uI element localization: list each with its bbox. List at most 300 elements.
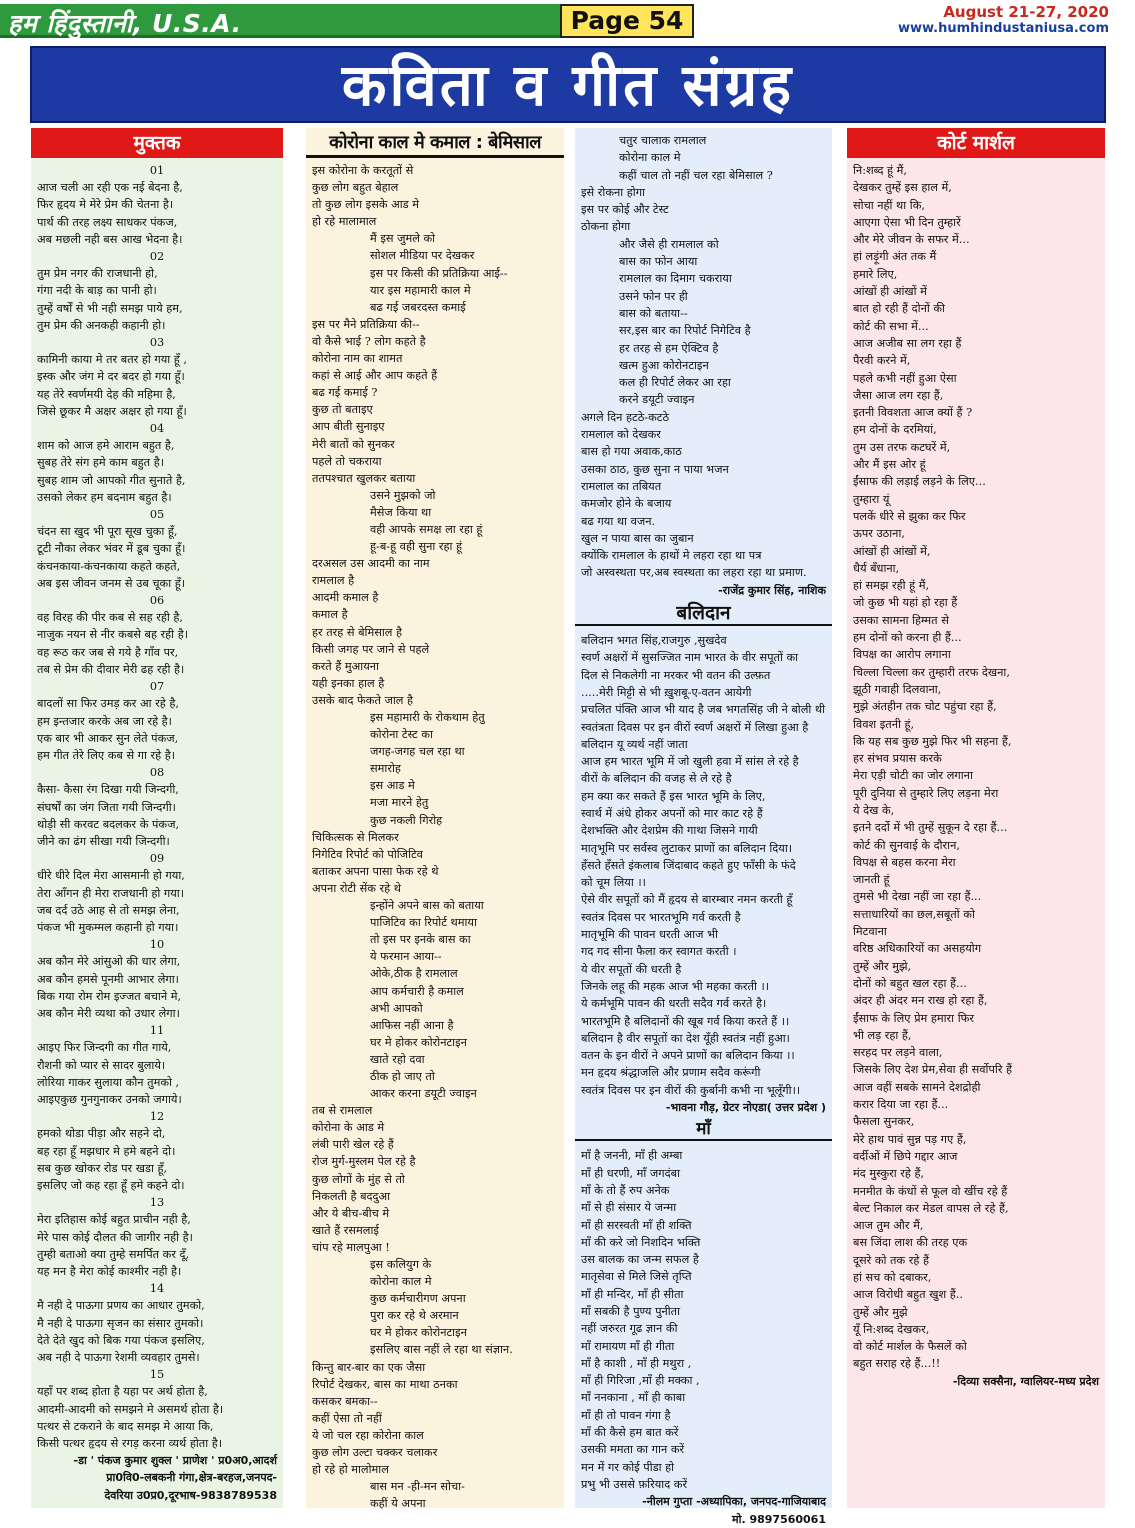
poem-line: यह तेरे स्वर्णमयी देह की महिमा है, (37, 387, 176, 401)
poem-line: सर,इस बार का रिपोर्ट निगेटिव है (619, 324, 751, 338)
poem-line: सुबह तेरे संग हमे काम बहुत है। (37, 456, 164, 470)
poem-line: बास हो गया अवाक,काठ (581, 445, 682, 459)
poem-line: पहले कभी नहीं हुआ ऐसा (853, 371, 957, 385)
poem-line: रामलाल का तबियत (581, 479, 662, 493)
poem-line: प्रभु भी उससे फ़रियाद करें (581, 1477, 688, 1491)
poem-line: हर तरह से हम ऐक्टिव है (619, 341, 719, 355)
poem-line: अपना रोटी सेंक रहे थे (312, 881, 401, 895)
page-number: Page 54 (560, 4, 694, 38)
verse-number: 07 (149, 680, 165, 694)
poem-line: मिटवाना (853, 925, 887, 939)
poem-line: जिसे छूकर मै अक्षर अक्षर हो गया हूँ। (37, 404, 187, 418)
poem-line: वीरों के बलिदान की वजह से ले रहे है (581, 772, 732, 786)
poem-line: तब से रामलाल (312, 1104, 373, 1118)
poem-line: बढ गई कमाई ? (312, 386, 378, 400)
poem-line: और जैसे ही रामलाल को (619, 237, 719, 251)
poem-line: कामिनी काया मे तर बतर हो गया हूँ , (37, 353, 187, 367)
poem-line: पाजिटिव का रिपोर्ट थमाया (370, 916, 477, 930)
column-corona (306, 128, 564, 1511)
poem-line: इस कोरोना के करतूतों से (312, 164, 414, 177)
poem-line: माँ ननकाना , माँ ही काबा (581, 1391, 686, 1405)
poem-line: रौशनी को प्यार से सादर बुलाये। (37, 1058, 166, 1072)
verse-number: 11 (149, 1024, 165, 1038)
author-credit: मो. 9897560061 (732, 1512, 826, 1526)
poem-line: मेरी बातों को सुनकर (312, 437, 395, 451)
poem-line: जगह-जगह चल रहा था (370, 745, 465, 759)
poem-line: ये देख के, (853, 803, 895, 817)
poem-line: जैसा आज लग रहा हैं, (853, 388, 944, 402)
poem-line: सुबह शाम जो आपको गीत सुनाते है, (37, 473, 186, 487)
poem-line: बात हो रही हैं दोनों की (853, 302, 945, 316)
poem-line: बलिदान है वीर सपूतों का देश यूँही स्वतंत्र नहीं हुआ। (581, 1031, 790, 1045)
verse-number: 09 (149, 852, 165, 866)
section-banner (30, 46, 1106, 123)
poem-line: धीरे धीरे दिल मेरा आसमानी हो गया, (37, 869, 185, 883)
poem-line: और मेरे जीवन के सफर में... (853, 233, 970, 247)
poem-line: मेरे हाथ पावं सुन्न पड़ गए हैं, (853, 1132, 967, 1146)
poem-line: सोशल मीडिया पर देखकर (370, 249, 475, 263)
poem-line: यहाँ पर शब्द होता है यहा पर अर्थ होता है, (37, 1385, 208, 1399)
poem-line: ये वीर सपूतों की धरती है (581, 962, 682, 976)
poem-line: ठोकना होगा (581, 220, 631, 234)
verse-number: 08 (149, 766, 165, 780)
poem-line: यह मन है मेरा कोई काश्मीर नही है। (37, 1265, 182, 1278)
poem-line: आकर करना डयूटी ज्वाइन (370, 1087, 477, 1101)
poem-line: अब मछली नही बस आख भेदना है। (37, 232, 183, 246)
section-title-balidan: बलिदान (575, 602, 832, 626)
poem-line: रोज मुर्ग-मुस्लम पेल रहे है (312, 1155, 416, 1169)
poem-line: आप कर्मचारी है कमाल (370, 984, 464, 998)
poem-line: हर संभव प्रयास करके (853, 752, 942, 766)
poem-line: स्वार्थ में अंधे होकर अपनों को मार काट रहे हैं (581, 806, 763, 820)
poem-line: तुम्हें वर्षों से भी नही समझ पाये हम, (37, 301, 183, 315)
poem-line: वो कैसे भाई ? लोग कहते है (312, 334, 426, 348)
poem-line: फिर हृदय मे मेरे प्रेम की चेतना है। (37, 198, 174, 212)
poem-line: उस बालक का जन्म सफल है (581, 1253, 699, 1267)
banner-title: कविता व गीत संग्रह (341, 51, 795, 119)
poem-line: माँ से ही संसार ये जन्मा (581, 1201, 677, 1215)
poem-line: मन में गर कोई पीडा हो (581, 1460, 675, 1474)
poem-line: जब दर्द उठे आह से तो समझ लेना, (37, 903, 180, 917)
poem-line: मै नही दे पाऊगा सृजन का संसार तुमको। (37, 1316, 204, 1330)
poem-line: ततपश्चात खुलकर बताया (312, 471, 416, 485)
poem-line: स्वतंत्र दिवस पर इन वीरों की कुर्बानी कभी ना भूलूँगी।। (581, 1083, 801, 1097)
poem-line: माँ है काशी , माँ ही मथुरा , (581, 1356, 692, 1370)
poem-line: तुम्ही बताओ क्या तुम्हे समर्पित कर दूँ, (37, 1247, 190, 1261)
poem-line: पलकें धीरे से झुका कर फिर (853, 509, 966, 523)
poem-line: जीने का ढंग सीखा गयी जिन्दगी। (37, 834, 170, 848)
poem-line: ये जो चल रहा कोरोना काल (312, 1428, 424, 1442)
poem-line: गद गद सीना फैला कर स्वागत करती । (581, 945, 737, 959)
poem-line: धैर्य बँधाना, (853, 561, 900, 575)
poem-line: मन हृदय श्रंद्धाजलि और प्रणाम सदैव करूंगी (581, 1066, 761, 1080)
poem-line: तुम प्रेम नगर की राजधानी हो, (37, 267, 158, 281)
poem-line: जो अस्वस्थता पर,अब स्वस्थता का लहरा रहा था प्रमाण. (581, 566, 807, 580)
verse-number: 14 (149, 1282, 165, 1296)
poem-line: पुरा कर रहे थे अरमान (370, 1309, 459, 1323)
poem-line: जिसके लिए देश प्रेम,सेवा ही सर्वोपरि हैं (853, 1063, 1013, 1077)
poem-line: हां समझ रही हूं मैं, (853, 579, 930, 593)
poem-line: मातृभूमि की पावन धरती आज भी (581, 928, 718, 942)
poem-line: पूरी दुनिया से तुम्हारे लिए लड़ना मेरा (853, 786, 999, 800)
poem-line: फैसला सुनकर, (853, 1115, 915, 1129)
author-credit: प्रा0वि0-लबकनी गंगा,क्षेत्र-बरहज,जनपद- (106, 1471, 277, 1485)
poem-line: लंबी पारी खेल रहे हैं (312, 1138, 394, 1152)
poem-line: बहुत सराह रहे हैं...!! (853, 1357, 941, 1371)
poem-line: कोरोना के आड मे (312, 1121, 385, 1135)
poem-line: कोर्ट की सभा में... (853, 319, 929, 333)
poem-line: दोनों को बहुत खल रहा हैं... (853, 976, 967, 990)
poem-lines-corona-continued (575, 128, 832, 599)
poem-line: हम क्या कर सकते हैं इस भारत भूमि के लिए, (581, 789, 766, 803)
poem-line: यही इनका हाल है (312, 676, 385, 690)
poem-line: वही आपके समक्ष ला रहा हूं (370, 522, 483, 536)
poem-line: किसी जगह पर जाने से पहले (312, 642, 430, 656)
poem-line: माँ की कैसे हम बात करें (581, 1426, 679, 1440)
poem-lines-maa (575, 1143, 832, 1528)
poem-line: जिनके लहू की महक आज भी महका करती ।। (581, 979, 770, 993)
poem-line: यार इस महामारी काल मे (370, 283, 471, 297)
poem-line: हां सच को दबाकर, (853, 1271, 932, 1284)
poem-lines-court-martial (847, 158, 1105, 1390)
poem-line: कहां से आई और आप कहते हैं (312, 369, 438, 383)
poem-line: वरिष्ठ अधिकारियों का असहयोग (853, 942, 982, 956)
poem-line: पत्थर से टकराने के बाद समझ मे आया कि, (37, 1419, 214, 1433)
poem-line: क्योंकि रामलाल के हाथों मे लहरा रहा था पत्र (581, 549, 762, 563)
poem-line: हम इन्तजार करके अब जा रहे है। (37, 714, 172, 728)
poem-line: भी लड़ रहा हैं, (853, 1028, 912, 1042)
poem-line: भारतभूमि है बलिदानों की खूब गर्व किया करते हैं ।। (581, 1014, 790, 1028)
poem-line: आदमी कमाल है (312, 591, 379, 605)
poem-line: बास को बताया-- (619, 306, 688, 320)
poem-line: सोचा नहीं था कि, (853, 198, 925, 212)
poem-line: खुल न पाया बास का जुबान (581, 531, 694, 545)
poem-line: अंदर ही अंदर मन राख हो रहा हैं, (853, 994, 988, 1008)
poem-line: कुछ नकली गिरोह (370, 813, 443, 827)
poem-line: उसकी ममता का गान करें (581, 1443, 685, 1457)
poem-line: कोरोना टेस्ट का (370, 728, 433, 742)
author-credit: -डा ' पंकज कुमार शुक्ल ' प्राणेश ' प्र0अ0,आदर्श (73, 1454, 277, 1468)
poem-line: किन्तु बार-बार का एक जैसा (312, 1360, 426, 1374)
author-credit: -दिव्या सक्सैना, ग्वालियर-मध्य प्रदेश (952, 1374, 1099, 1388)
poem-line: रामलाल है (312, 574, 355, 588)
poem-line: मातृसेवा से मिले जिसे तृप्ति (581, 1270, 692, 1284)
column-heading-corona: कोरोना काल मे कमाल : बेमिसाल (306, 128, 564, 158)
poem-line: खाते रहो दवा (370, 1052, 425, 1066)
poem-line: तुम्हारा यूं (853, 492, 890, 506)
poem-line: घर मे होकर कोरोनटाइन (370, 1326, 467, 1340)
poem-line: यूँ नि:शब्द देखकर, (853, 1322, 930, 1336)
poem-line: इस्क और जंग मे दर बदर हो गया हूँ। (37, 370, 185, 384)
poem-line: बढ गया था वजन. (581, 514, 656, 528)
poem-line: स्वतंत्र दिवस पर भारतभूमि गर्व करती है (581, 910, 741, 924)
poem-line: हां लड़ूंगी अंत तक मैं (853, 250, 937, 264)
poem-line: पंकज भी मुकम्मल कहानी हो गया। (37, 920, 179, 934)
poem-line: जो कुछ भी यहां हो रहा हैं (853, 596, 958, 610)
poem-line: चिकित्सक से मिलकर (312, 830, 399, 844)
poem-line: तब से प्रेम की दीवार मेरी ढह रही है। (37, 662, 185, 676)
poem-line: वतन के इन वीरों ने अपने प्राणों का बलिदान किया ।। (581, 1049, 795, 1063)
poem-line: हमको थोडा पीड़ा और सहने दो, (37, 1127, 166, 1141)
poem-line: .....मेरी मिट्टी से भी ख़ुशबू-ए-वतन आयेगी (581, 685, 752, 699)
poem-lines-muktak (31, 158, 283, 1504)
poem-line: कमाल है (312, 608, 348, 622)
poem-line: दिल से निकलेगी ना मरकर भी वतन की उल्फ़त (581, 668, 771, 682)
poem-line: और मैं इस ओर हूं (853, 458, 926, 472)
poem-line: अभी आपको (370, 1001, 423, 1015)
poem-line: खाते हैं रसमलाई (312, 1223, 379, 1237)
author-credit: -नीलम गुप्ता -अध्यापिका, जनपद-गाजियाबाद (642, 1495, 826, 1509)
column-muktak (31, 128, 283, 1508)
poem-line: वह रूठ कर जब से गये है गाँव पर, (37, 645, 179, 659)
poem-line: हँसते हँसते इंकलाब जिंदाबाद कहते हुए फाँसी के फंदे (581, 858, 796, 872)
poem-line: ईंसाफ की लड़ाई लड़ने के लिए... (853, 475, 986, 489)
poem-line: बादलों सा फिर उमड़ कर आ रहे है, (37, 697, 179, 711)
poem-line: कुछ लोग बहुत बेहाल (312, 181, 399, 195)
poem-line: कैसा- कैसा रंग दिखा गयी जिन्दगी, (37, 783, 179, 797)
verse-number: 15 (149, 1368, 165, 1382)
poem-line: टूटी नौका लेकर भंवर में डूब चुका हूँ। (37, 542, 186, 556)
poem-line: नि:शब्द हूं मैं, (853, 164, 907, 177)
poem-line: कमजोर होने के बजाय (581, 497, 672, 511)
poem-line: नाजुक नयन से नीर कबसे बह रही है। (37, 628, 188, 642)
poem-line: मैं इस जुमले को (370, 232, 436, 246)
poem-line: ईंसाफ के लिए प्रेम हमारा फिर (853, 1011, 974, 1025)
poem-line: मजा मारने हेतु (370, 796, 429, 810)
poem-line: आज चली आ रही एक नई बेदना है, (37, 181, 183, 195)
poem-line: उसका सामना हिम्मत से (853, 613, 949, 627)
poem-line: खत्म हुआ कोरोनटाइन (619, 358, 709, 372)
poem-line: इस पर किसी की प्रतिक्रिया आई-- (370, 266, 508, 280)
poem-line: अब इस जीवन जनम से उब चूका हूँ। (37, 576, 186, 590)
poem-line: इस कलियुग के (370, 1258, 432, 1271)
poem-line: आज तुम और मैं, (853, 1219, 924, 1233)
poem-line: बलिदान यू व्यर्थ नहीं जाता (581, 737, 688, 751)
poem-line: रामलाल को देखकर (581, 428, 661, 442)
poem-line: आंखों ही आंखों में (853, 285, 927, 299)
verse-number: 12 (149, 1110, 165, 1124)
poem-line: माँ के तो हैं रुप अनेक (581, 1183, 670, 1197)
poem-line: कसकर बमका-- (312, 1394, 378, 1408)
column-continued (575, 128, 832, 1526)
poem-lines-corona (306, 158, 564, 1512)
newspaper-name: हम हिंदुस्तानी, U.S.A. (8, 9, 242, 38)
poem-line: इस पर मैने प्रतिक्रिया की-- (312, 317, 420, 331)
poem-line: स्वतंत्रता दिवस पर इन वीरों स्वर्ण अक्षरों में लिखा हुआ है (581, 720, 809, 734)
poem-line: मंद मुस्कुरा रहे हैं, (853, 1167, 925, 1181)
poem-line: सत्ताधारियों का छल,सबूतों को (853, 907, 975, 921)
poem-line: चतुर चालाक रामलाल (619, 134, 707, 147)
poem-line: को चूम लिया ।। (581, 876, 646, 890)
poem-line: कोर्ट की सुनवाई के दौरान, (853, 838, 960, 852)
website-link[interactable]: www.humhindustaniusa.com (897, 21, 1109, 36)
poem-line: करने डयूटी ज्वाइन (619, 393, 695, 407)
poem-line: हम दोनों के दरमियां, (853, 423, 937, 437)
poem-line: करते हैं मुआयना (312, 659, 379, 673)
poem-line: इस आड मे (370, 779, 415, 793)
poem-line: अब नही दे पाऊगा रेशमी व्यवहार तुमसे। (37, 1351, 200, 1365)
poem-line: कोरोना काल मे (619, 151, 681, 165)
poem-line: इस पर कोई और टेस्ट (581, 203, 669, 217)
poem-line: आज अजीब सा लग रहा हैं (853, 336, 962, 350)
poem-line: बस जिंदा लाश की तरह एक (853, 1236, 968, 1250)
poem-line: हर तरह से बेमिसाल है (312, 625, 403, 639)
poem-line: ऐसे वीर सपूतों को मैं हृदय से बारम्बार नमन करती हूँ (581, 893, 793, 907)
poem-line: वर्दीओं में छिपे गद्दार आज (853, 1149, 958, 1163)
poem-line: इस महामारी के रोकथाम हेतु (370, 711, 485, 724)
column-heading-muktak: मुक्तक (31, 128, 283, 158)
poem-line: गंगा नदी के बाड़ का पानी हो। (37, 284, 157, 298)
poem-line: एक बार भी आकर सुन लेते पंकज, (37, 731, 179, 745)
poem-line: माँ ही धरणी, माँ जगदंबा (581, 1166, 681, 1180)
masthead (0, 0, 1135, 44)
poem-line: विपक्ष से बहस करना मेरा (853, 855, 956, 869)
poem-line: कल ही रिपोर्ट लेकर आ रहा (619, 376, 731, 390)
poem-line: कोरोना नाम का शामत (312, 352, 403, 366)
poem-line: मातृभूमि पर सर्वस्व लुटाकर प्राणों का बलिदान दिया। (581, 841, 793, 855)
poem-line: स्वर्ण अक्षरों में सुसज्जित नाम भारत के वीर सपूतों का (581, 651, 799, 665)
poem-line: मनमीत के कंधों से फूल वो खींच रहे हैं (853, 1184, 1008, 1198)
poem-line: पहले तो चकराया (312, 454, 382, 468)
poem-line: माँ की करे जो निशदिन भक्ति (581, 1235, 701, 1249)
poem-line: माँ ही मन्दिर, माँ ही सीता (581, 1287, 684, 1301)
poem-line: ओके,ठीक है रामलाल (370, 967, 458, 981)
poem-line: अगले दिन हटठे-कटठे (581, 410, 670, 424)
poem-line: आप बीती सुनाइए (312, 420, 385, 434)
poem-line: बिक गया रोम रोम इज्जत बचाने मे, (37, 989, 182, 1003)
poem-line: मेरा एड़ी चोटी का जोर लगाना (853, 769, 973, 783)
poem-line: बास मन -ही-मन सोचा- (370, 1480, 465, 1494)
verse-number: 03 (149, 336, 165, 350)
poem-line: उसने मुझको जो (370, 488, 436, 502)
poem-line: अब कौन मेरे आंसुओ की धार लेगा, (37, 955, 181, 969)
poem-line: उसने फोन पर ही (619, 289, 688, 303)
poem-line: संघर्षों का जंग जिता गयी जिन्दगी। (37, 800, 176, 814)
poem-line: अब कौन हमसे पूनमी आभार लेगा। (37, 972, 179, 986)
poem-line: तेरा आँगन ही मेरा राजधानी हो गया। (37, 886, 184, 900)
poem-line: तुम उस तरफ कटघरें में, (853, 440, 951, 454)
poem-line: कहीं ऐसा तो नहीं (312, 1411, 382, 1425)
poem-line: माँ ही गिरिजा ,माँ ही मक्का , (581, 1374, 700, 1388)
poem-line: हमारे लिए, (853, 267, 898, 281)
poem-line: तुम्हें और मुझे, (853, 959, 912, 973)
poem-line: चंदन सा खुद भी पूरा सूख चुका हूँ, (37, 525, 178, 539)
poem-line: आइए फिर जिन्दगी का गीत गाये, (37, 1041, 172, 1055)
poem-line: कुछ तो बताइए (312, 403, 373, 417)
poem-line: हो रहे मालामाल (312, 215, 377, 229)
poem-line: लोरिया गाकर सुलाया कौन तुमको , (37, 1075, 180, 1089)
poem-line: तुमसे भी देखा नहीं जा रहा हैं... (853, 890, 982, 904)
poem-line: ठीक हो जाए तो (370, 1069, 435, 1083)
poem-line: माँ सबकी है पुण्य पुनीता (581, 1305, 681, 1318)
poem-line: बास का फोन आया (619, 255, 698, 269)
poem-line: देते देते खुद को बिक गया पंकज इसलिए, (37, 1333, 205, 1347)
poem-line: तो कुछ लोग इसके आड मे (312, 198, 420, 212)
author-credit: -भावना गौड़, ग्रेटर नोएडा( उत्तर प्रदेश ) (665, 1101, 826, 1115)
verse-number: 06 (149, 594, 165, 608)
poem-line: आज हम भारत भूमि में जो खुली हवा में सांस ले रहे है (581, 755, 799, 769)
poem-line: समारोह (370, 762, 401, 776)
poem-line: ये फरमान आया-- (370, 950, 442, 964)
verse-number: 05 (149, 508, 165, 522)
verse-number: 02 (149, 250, 165, 264)
poem-line: चांप रहे मालपुआ ! (312, 1240, 390, 1254)
poem-line: निगेटिव रिपोर्ट को पोजिटिव (312, 847, 423, 861)
poem-line: इतनी विवशता आज क्यों हैं ? (853, 406, 973, 420)
poem-line: हो रहे हो मालोमाल (312, 1463, 389, 1477)
poem-line: कहीं चाल तो नहीं चल रहा बेमिसाल ? (619, 168, 773, 182)
poem-line: आज विरोधी बहुत खुश हैं.. (853, 1288, 963, 1302)
poem-line: कुछ लोग उल्टा चक्कर चलाकर (312, 1446, 438, 1460)
poem-line: इसलिए जो कह रहा हूँ हमे कहने दो। (37, 1178, 185, 1192)
poem-line: माँ ही तो पावन गंगा है (581, 1408, 671, 1422)
poem-line: इन्होंने अपने बास को बताया (370, 899, 484, 913)
poem-line: कि यह सब कुछ मुझे फिर भी सहना हैं, (853, 734, 1012, 748)
poem-line: दूसरे को तक रहे हैं (853, 1253, 929, 1267)
poem-line: माँ ही सरस्वती माँ ही शक्ति (581, 1218, 692, 1232)
poem-line: ऊपर उठाना, (853, 527, 905, 541)
poem-line: विवश इतनी हूं, (853, 717, 915, 731)
poem-line: कोरोना काल मे (370, 1275, 432, 1289)
poem-line: देशभक्ति और देशप्रेम की गाथा जिसने गायी (581, 824, 758, 838)
section-title-maa: माँ (575, 1119, 832, 1141)
poem-line: तुम प्रेम की अनकही कहानी हो। (37, 318, 166, 332)
poem-line: पैरवी करने में, (853, 354, 911, 368)
poem-line: किसी पत्थर हृदय से रगड़ करना व्यर्थ होता है। (37, 1437, 222, 1451)
poem-line: उसके बाद फेकते जाल है (312, 693, 414, 707)
poem-line: मुझे अंतहीन तक चोट पहुंचा रहा हैं, (853, 700, 997, 714)
poem-line: तुम्हें और मुझे (853, 1305, 908, 1319)
poem-line: मै नही दे पाऊगा प्रणय का आधार तुमको, (37, 1299, 205, 1313)
column-heading-court-martial: कोर्ट मार्शल (847, 128, 1105, 158)
poem-line: माँ है जननी, माँ ही अम्बा (581, 1149, 683, 1163)
poem-line: आंखों ही आंखों में, (853, 544, 931, 558)
poem-line: इसे रोकना होगा (581, 185, 645, 199)
poem-line: हू-ब-हू वही सुना रहा हूं (370, 540, 463, 554)
verse-number: 13 (149, 1196, 165, 1210)
poem-line: मैसेज किया था (370, 505, 432, 519)
poem-line: बह रहा हूँ मझधार मे हमे बहने दो। (37, 1144, 176, 1158)
poem-line: आएगा ऐसा भी दिन तुम्हारें (853, 215, 961, 229)
poem-line: इसलिए बास नहीं ले रहा था संज्ञान. (370, 1343, 513, 1357)
poem-line: करार दिया जा रहा हैं... (853, 1098, 949, 1112)
poem-line: देखकर तुम्हें इस हाल में, (853, 181, 952, 195)
masthead-right (898, 3, 1109, 36)
author-credit: -राजेंद्र कुमार सिंह, नाशिक (718, 583, 826, 597)
poem-line: थोड़ी सी करवट बदलकर के पंकज, (37, 817, 180, 831)
poem-line: उसका ठाठ, कुछ सुना न पाया भजन (581, 462, 729, 476)
poem-line: सब कुछ खोकर रोड पर खडा हूँ, (37, 1161, 168, 1175)
poem-line: कहीं ये अपना (370, 1497, 426, 1511)
poem-line: प्रचलित पंक्ति आज भी याद है जब भगतसिंह जी ने बोली थी (581, 703, 826, 717)
poem-line: बलिदान भगत सिंह,राजगुरु ,सुखदेव (581, 634, 727, 648)
poem-line: अब कौन मेरी व्यथा को उधार लेगा। (37, 1006, 180, 1020)
poem-line: बताकर अपना पासा फेक रहे थे (312, 864, 439, 878)
poem-line: जानती हूं (853, 873, 890, 887)
masthead-green-bar (0, 4, 560, 38)
poem-line: चिल्ला चिल्ला कर तुम्हारी तरफ देखना, (853, 665, 1010, 679)
author-credit: देवरिया उ0प्र0,दूरभाष-9838789538 (104, 1488, 277, 1502)
poem-line: दरअसल उस आदमी का नाम (312, 557, 430, 571)
poem-line: आज वहीं सबके सामने देशद्रोही (853, 1080, 981, 1094)
poem-line: कंचनकाया-कंचनकाया कहते कहते, (37, 559, 181, 573)
issue-date: August 21-27, 2020 (943, 3, 1109, 21)
poem-line: पार्थ की तरह लक्ष्य साधकर पंकज, (37, 215, 178, 229)
poem-line: उसको लेकर हम बदनाम बहुत है। (37, 490, 172, 504)
poem-line: झूठी गवाही दिलवाना, (853, 682, 942, 696)
verse-number: 04 (149, 422, 165, 436)
poem-line: घर मे होकर कोरोनटाइन (370, 1035, 467, 1049)
